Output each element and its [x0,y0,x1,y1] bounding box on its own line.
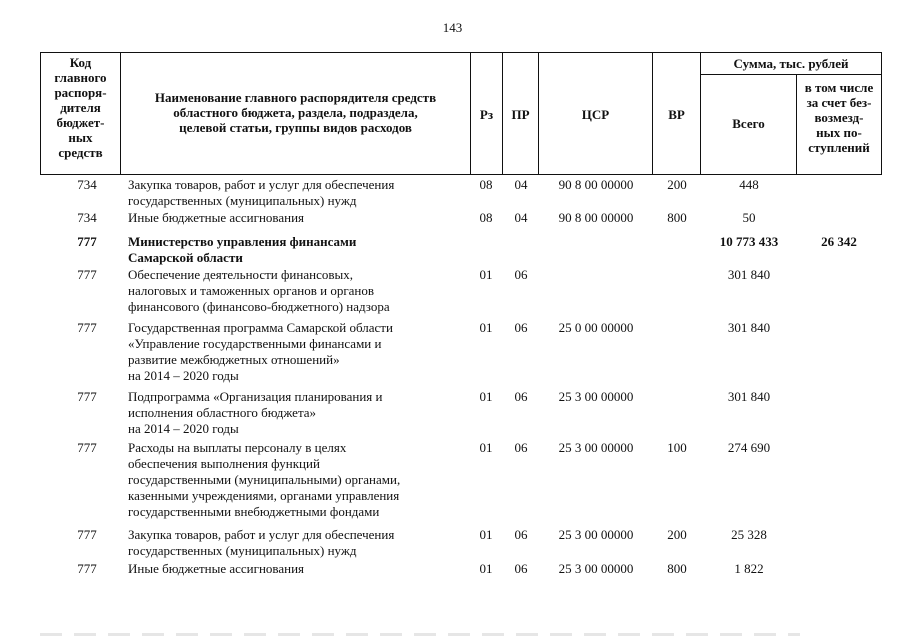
cell-name: Закупка товаров, работ и услуг для обеспечения государственных (муниципальных) нужд [128,527,395,558]
cell-code: 777 [77,440,97,455]
cell-total: 301 840 [727,389,771,404]
cell-rz: 01 [479,320,493,335]
cell-name: Иные бюджетные ассигнования [128,561,305,576]
cell-name: Расходы на выплаты персоналу в целях обеспечения выполнения функций государственными (муниципальными) органами, казенными учреждениями, органами управления государственными внебюджетными фондами [128,440,401,519]
cell-name: Подпрограмма «Организация планирования и исполнения областного бюджета» на 2014 – 2020 годы [128,389,383,436]
cell-csr: 90 8 00 00000 [558,177,634,192]
cell-csr: 25 3 00 00000 [558,561,634,576]
cell-name: Государственная программа Самарской области «Управление государственными финансами и развитие межбюджетных отношений» на 2014 – 2020 годы [128,320,393,383]
cell-name: Министерство управления финансами Самарской области [128,234,357,265]
cell-rz: 01 [479,561,493,576]
cell-code: 777 [77,320,97,335]
header-rz: Рз [479,107,494,122]
cell-vr: 800 [667,561,687,576]
cell-vr: 100 [667,440,687,455]
cell-pr: 06 [514,320,528,335]
cell-total: 10 773 433 [719,234,779,249]
cell-rz: 01 [479,267,493,282]
cell-code: 777 [77,234,97,249]
cell-rz: 08 [479,210,493,225]
cell-total: 448 [739,177,759,192]
header-free: в том числе за счет без- возмезд- ных по- ступлений [804,80,874,155]
cell-total: 50 [742,210,756,225]
cell-csr: 25 3 00 00000 [558,440,634,455]
scan-artifact [40,633,800,636]
cell-csr: 25 0 00 00000 [558,320,634,335]
header-code: Код главного распоря- дителя бюджет- ных средств [54,55,107,160]
cell-pr: 06 [514,527,528,542]
cell-total: 301 840 [727,320,771,335]
cell-pr: 06 [514,440,528,455]
cell-total: 274 690 [727,440,771,455]
cell-pr: 04 [514,210,528,225]
cell-free: 26 342 [821,234,857,249]
cell-csr: 25 3 00 00000 [558,527,634,542]
cell-pr: 06 [514,267,528,282]
page-number: 143 [442,20,463,35]
cell-vr: 200 [667,177,687,192]
cell-rz: 01 [479,389,493,404]
cell-csr: 90 8 00 00000 [558,210,634,225]
cell-code: 777 [77,561,97,576]
header-sum: Сумма, тыс. рублей [733,56,849,71]
cell-csr: 25 3 00 00000 [558,389,634,404]
cell-pr: 06 [514,389,528,404]
cell-vr: 200 [667,527,687,542]
cell-total: 1 822 [734,561,764,576]
cell-rz: 08 [479,177,493,192]
cell-total: 301 840 [727,267,771,282]
cell-code: 777 [77,267,97,282]
cell-total: 25 328 [731,527,767,542]
cell-code: 734 [77,210,97,225]
cell-rz: 01 [479,527,493,542]
cell-vr: 800 [667,210,687,225]
cell-pr: 04 [514,177,528,192]
header-name: Наименование главного распорядителя средств областного бюджета, раздела, подраздела, целевой статьи, группы видов расходов [154,90,437,135]
header-pr: ПР [511,107,530,122]
cell-code: 777 [77,527,97,542]
cell-name: Закупка товаров, работ и услуг для обеспечения государственных (муниципальных) нужд [128,177,395,208]
header-total: Всего [732,116,765,131]
cell-name: Иные бюджетные ассигнования [128,210,305,225]
cell-rz: 01 [479,440,493,455]
header-csr: ЦСР [581,107,610,122]
header-vr: ВР [668,107,685,122]
cell-code: 734 [77,177,97,192]
cell-pr: 06 [514,561,528,576]
cell-code: 777 [77,389,97,404]
cell-name: Обеспечение деятельности финансовых, налоговых и таможенных органов и органов финансового (финансово-бюджетного) надзора [128,267,390,314]
